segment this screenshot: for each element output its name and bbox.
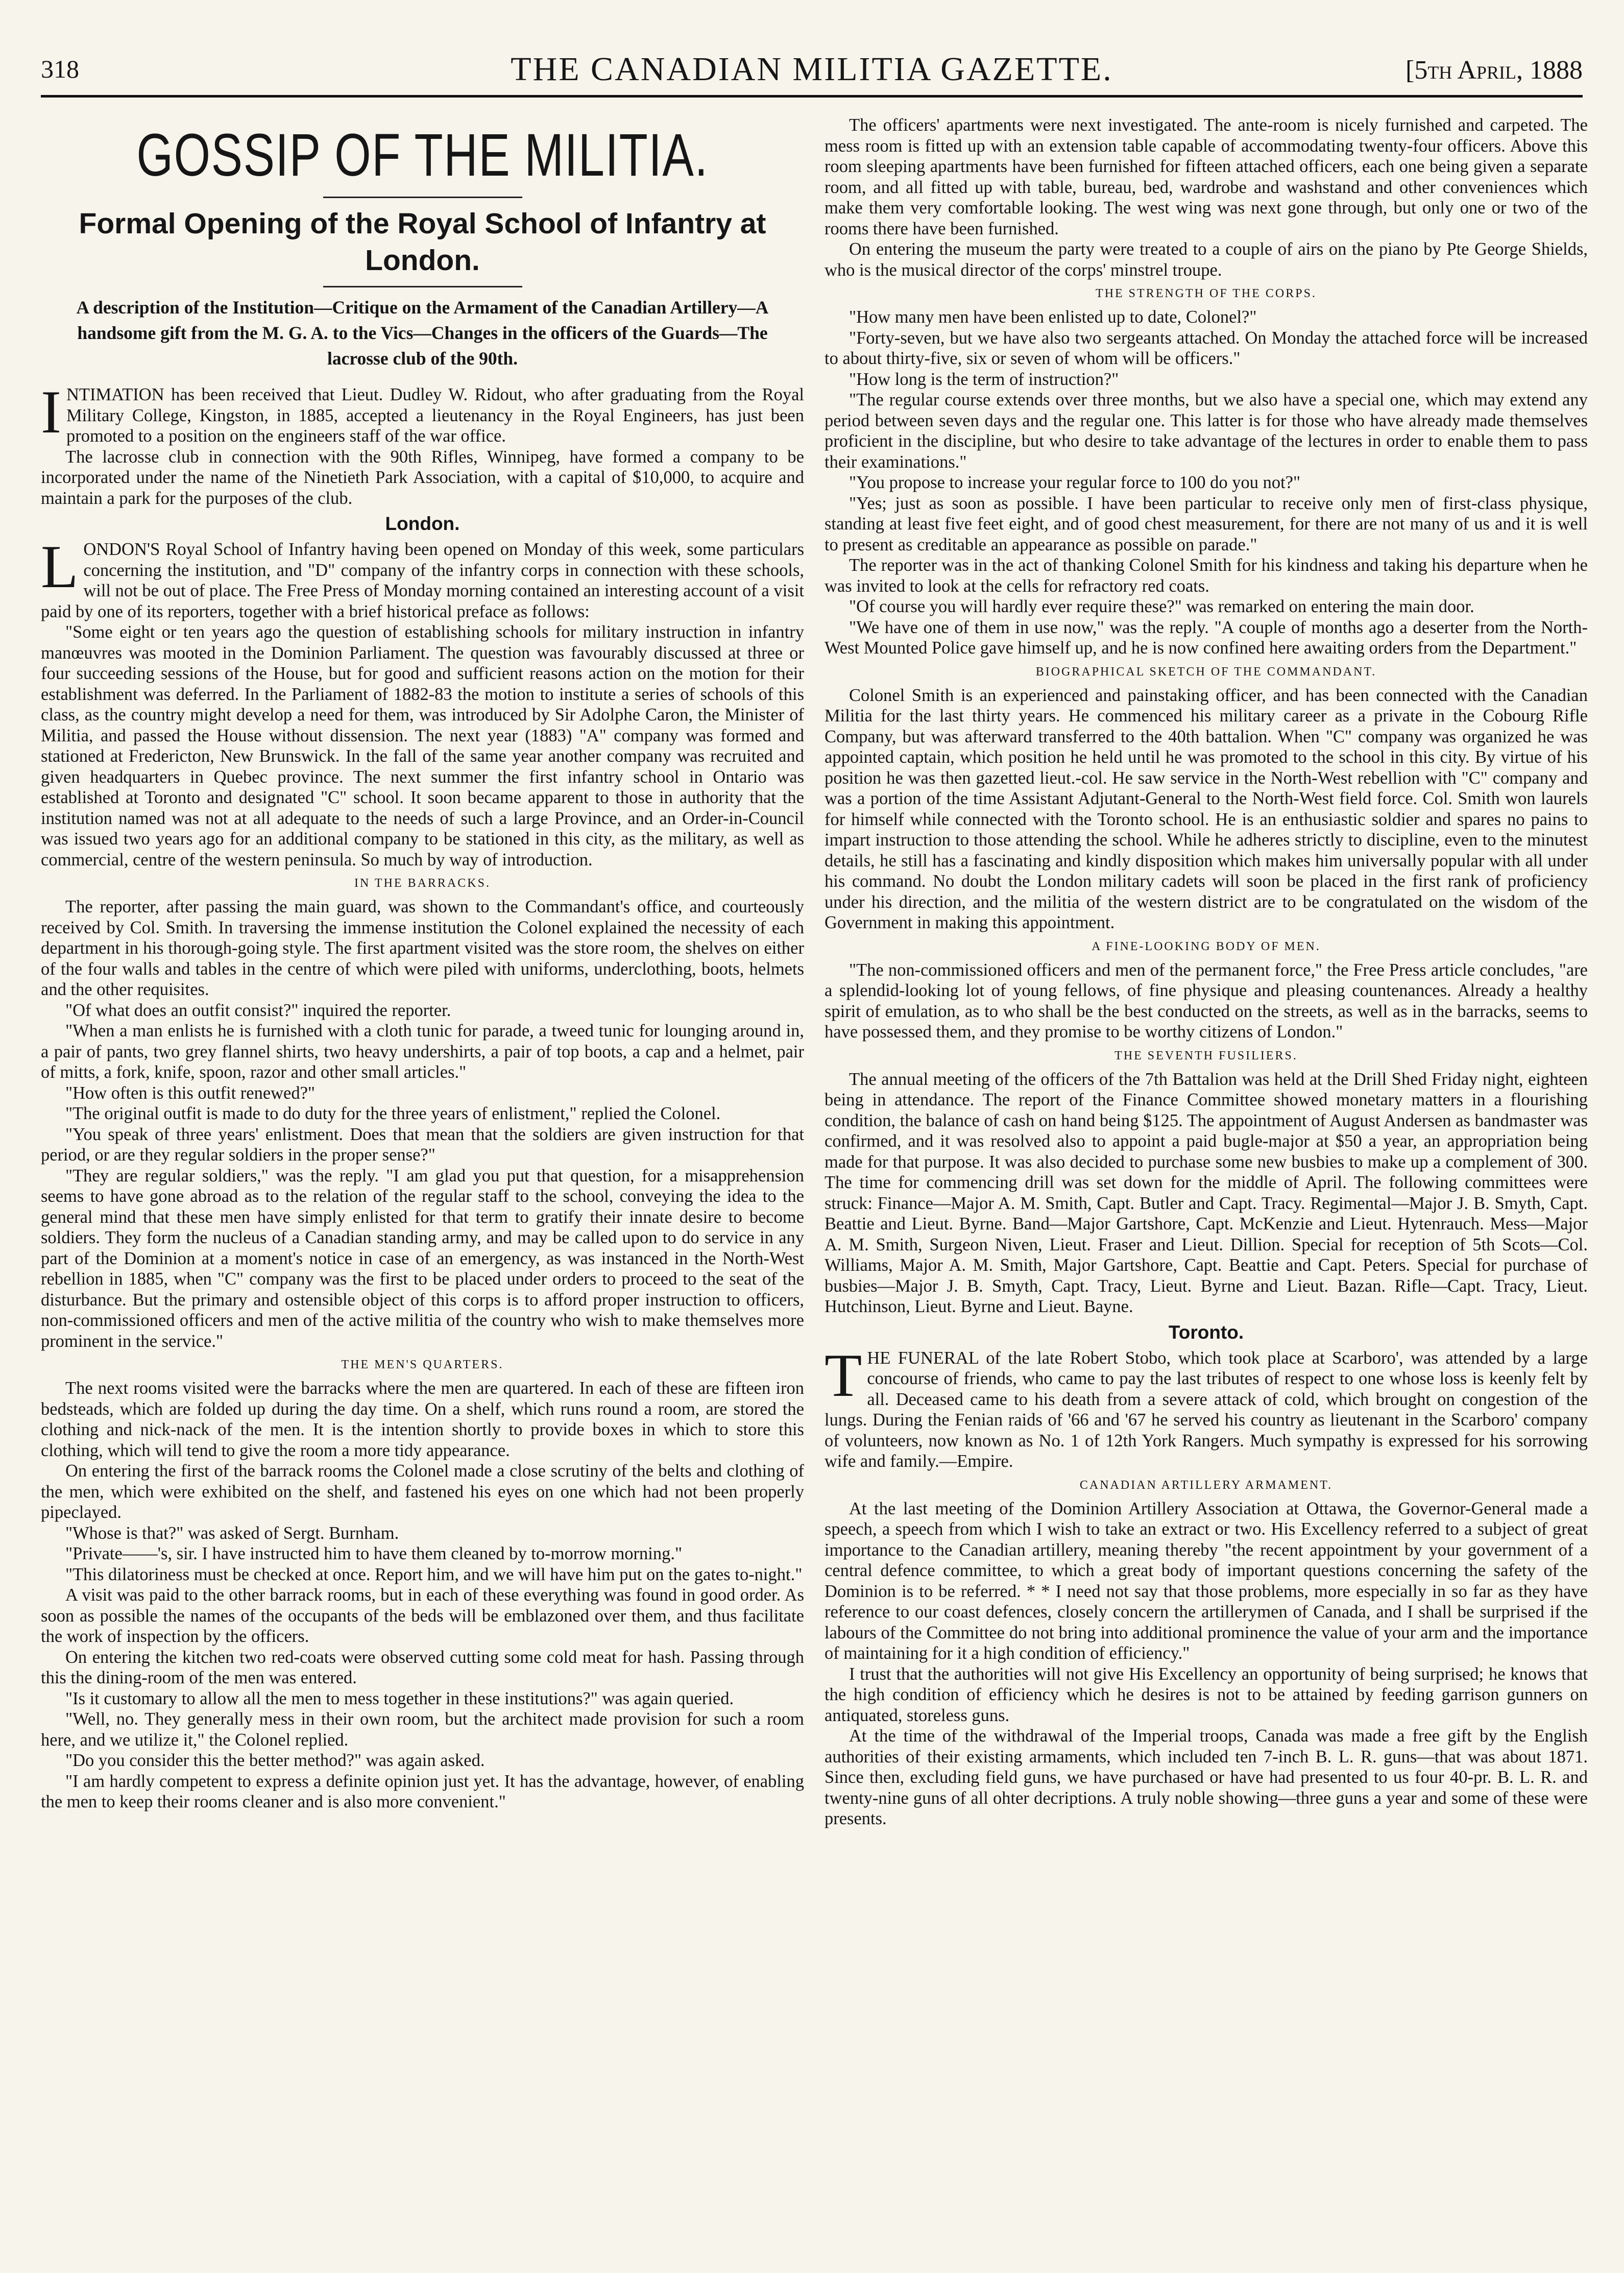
paragraph: "You speak of three years' enlistment. Does that mean that the soldiers are given instruction for that period, or are they regular soldiers in the proper sense?" [41, 1124, 804, 1165]
paragraph: "Well, no. They generally mess in their own room, but the architect made provision for such a room here, and we utilize it," the Colonel replied. [41, 1709, 804, 1750]
paragraph: Colonel Smith is an experienced and painstaking officer, and has been connected with the Canadian Militia for the last thirty years. He commenced his military career as a private in the Cobourg Rifle Company, but was afterward transferred to the 40th battalion. When "C" company was organized he was appointed captain, which position he held until he was promoted to the school in this city. By virtue of his position he was then gazetted lieut.-col. He saw service in the North-West rebellion with "C" company and was a portion of the time Assistant Adjutant-General to the North-West field force. Col. Smith won laurels for himself while connected with the Toronto school. He is an enthusiastic soldier and spares no pains to impart instruction to those attending the school. While he adheres strictly to discipline, even to the minutest details, he still has a fascinating and kindly disposition which makes him universally popular with all under his command. No doubt the London military cadets will soon be placed in the first rank of proficiency under his direction, and the militia of the western district are to be congratulated on the wisdom of the Government in making this appointment. [825, 685, 1588, 932]
paragraph: "How long is the term of instruction?" [849, 369, 1119, 389]
paragraph: "Yes; just as soon as possible. I have been particular to receive only men of first-class physique, standing at least five feet eight, and of good chest measurement, for there are not many of us and it is well to present as creditable an appearance as possible on parade." [825, 493, 1588, 554]
title-rule [323, 197, 522, 198]
paragraph: At the last meeting of the Dominion Artillery Association at Ottawa, the Governor-General made a speech, a speech from which I wish to take an extract or two. His Excellency referred to a subject of great importance to the Canadian artillery, meaning thereby "the recent appointment by your government of a central defence committee, to which a great body of important questions concerning the safety of the Dominion is to be referred. * * I need not say that those problems, more especially in so far as they have reference to our coast defences, closely concern the artillerymen of Canada, and I shall be surprised if the labours of the Committee do not bring into additional prominence the value of your arm and the importance of maintaining for it a high condition of efficiency." [825, 1498, 1588, 1663]
masthead-rule [41, 95, 1583, 98]
paragraph: "How often is this outfit renewed?" [65, 1083, 316, 1103]
paragraph: "Do you consider this the better method?" was again asked. [65, 1751, 485, 1770]
left-column [41, 115, 804, 2239]
paragraph: "The original outfit is made to do duty for the three years of enlistment," replied the Colonel. [65, 1104, 721, 1123]
paragraph: "When a man enlists he is furnished with a cloth tunic for parade, a tweed tunic for lounging around in, a pair of pants, two grey flannel shirts, two heavy undershirts, a pair of top boots, a cap and a helmet, pair of mitts, a fork, knife, spoon, razor and other small articles." [41, 1021, 804, 1082]
subheading: THE SEVENTH FUSILIERS. [1114, 1049, 1298, 1062]
masthead [41, 44, 1583, 93]
publication-title: THE CANADIAN MILITIA GAZETTE. [511, 51, 1113, 88]
paragraph: "We have one of them in use now," was the reply. "A couple of months ago a deserter from the North-West Mounted Police gave himself up, and he is now confined here awaiting orders from the Department." [825, 617, 1588, 658]
paragraph: "Forty-seven, but we have also two sergeants attached. On Monday the attached force will be increased to about thirty-five, six or seven of whom will be officers." [825, 328, 1588, 368]
paragraph: The reporter, after passing the main guard, was shown to the Commandant's office, and courteously received by Col. Smith. In traversing the immense institution the Colonel explained the necessity of each department in his thorough-going style. The first apartment visited was the store room, the shelves on either of the four walls and tables in the centre of which were piled with uniforms, underclothing, boots, helmets and the other requisites. [41, 897, 804, 999]
headline: Formal Opening of the Royal School of Infantry at London. [79, 207, 766, 277]
paragraph: "Whose is that?" was asked of Sergt. Burnham. [65, 1523, 399, 1543]
paragraph: "Of what does an outfit consist?" inquired the reporter. [65, 1000, 451, 1020]
paragraph: "You propose to increase your regular force to 100 do you not?" [849, 473, 1301, 492]
page-number: 318 [41, 55, 79, 83]
subheading: BIOGRAPHICAL SKETCH OF THE COMMANDANT. [1035, 665, 1377, 679]
subheading: THE STRENGTH OF THE CORPS. [1096, 287, 1317, 300]
paragraph: On entering the museum the party were treated to a couple of airs on the piano by Pte George Shields, who is the musical director of the corps' minstrel troupe. [825, 239, 1588, 280]
section-heading-london: London. [385, 513, 460, 534]
article-dek: A description of the Institution—Critique on the Armament of the Canadian Artillery—A handsome gift from the M. G. A. to the Vics—Changes in the officers of the Guards—The lacrosse club of the 90th. [76, 297, 769, 369]
subheading: THE MEN'S QUARTERS. [341, 1358, 504, 1371]
paragraph: The annual meeting of the officers of the 7th Battalion was held at the Drill Shed Friday night, eighteen being in attendance. The report of the Finance Committee showed monetary matters in a flourishing condition, the balance of cash on hand being $125. The appointment of August Andersen as bandmaster was confirmed, and it was resolved also to appoint a paid bugle-major at $50 a year, an appropriation being made for that purpose. It was also decided to purchase some new busbies to make up a complement of 300. The time for commencing drill was set down for the middle of April. The following committees were struck: Finance—Major A. M. Smith, Capt. Butler and Capt. Tracy. Regimental—Major J. B. Smyth, Capt. Beattie and Lieut. Byrne. Band—Major Gartshore, Capt. McKenzie and Lieut. Hytenrauch. Mess—Major A. M. Smith, Surgeon Niven, Lieut. Fraser and Lieut. Dillion. Special for reception of 5th Scots—Col. Williams, Major A. M. Smith, Major Gartshore, Capt. Beattie and Capt. Peters. Special for purchase of busbies—Major J. B. Smyth, Capt. Tracy, Lieut. Byrne and Lieut. Bazan. Rifle—Capt. Tracy, Lieut. Hutchinson, Lieut. Byrne and Lieut. Bayne. [825, 1069, 1588, 1316]
paragraph: THE FUNERAL of the late Robert Stobo, which took place at Scarboro', was attended by a large concourse of friends, who came to pay the last tributes of respect to one whose loss is keenly felt by all. Deceased came to his death from a severe attack of cold, which brought on congestion of the lungs. During the Fenian raids of '66 and '67 he served his country as lieutenant in the Scarboro' company of volunteers, now known as No. 1 of 12th York Rangers. Much sympathy is expressed for his sorrowing wife and family.—Empire. [825, 1341, 1588, 1471]
section-heading-toronto: Toronto. [1168, 1321, 1244, 1343]
paragraph: On entering the first of the barrack rooms the Colonel made a close scrutiny of the belts and clothing of the men, which were exhibited on the shelf, and fastened his eyes on one which had not been properly pipeclayed. [41, 1461, 804, 1522]
paragraph: "This dilatoriness must be checked at once. Report him, and we will have him put on the gates to-night." [65, 1564, 803, 1584]
paragraph: The next rooms visited were the barracks where the men are quartered. In each of these are fifteen iron bedsteads, which are folded up during the day time. On a shelf, which runs round a room, are stored the clothing and nick-nack of the men. It is the intention shortly to provide boxes in which to store this clothing, which will tend to give the room a more tidy appearance. [41, 1379, 804, 1460]
right-column [825, 115, 1588, 2239]
issue-date: [5th April, 1888 [1405, 56, 1583, 85]
paragraph: A visit was paid to the other barrack rooms, but in each of these everything was found in good order. As soon as possible the names of the occupants of the beds will be emblazoned over them, and thus facilitate the work of inspection by the officers. [41, 1585, 804, 1646]
paragraph: INTIMATION has been received that Lieut. Dudley W. Ridout, who after graduating from the Royal Military College, Kingston, in 1885, accepted a lieutenancy in the Royal Engineers, has just been promoted to a position on the engineers staff of the war office. [41, 378, 804, 446]
paragraph: "Some eight or ten years ago the question of establishing schools for military instruction in infantry manœuvres was mooted in the Dominion Parliament. The question was favourably discussed at three or four succeeding sessions of the House, but for good and sufficient reasons action on the motion for their establishment was deferred. In the Parliament of 1882-83 the motion to institute a series of schools of this class, as the country might develop a need for them, was introduced by Sir Adolphe Caron, the Minister of Militia, and passed the House without dissension. The next year (1883) "A" company was formed and stationed at Fredericton, New Brunswick. In the fall of the same year another company was recruited and given headquarters in Quebec province. The next summer the first infantry school in Ontario was established at Toronto and designated "C" school. It soon became apparent to those in authority that the institution named was not at all adequate to the needs of such a large Province, and an Order-in-Council was issued two years ago for an additional company to be stationed in this city, as the military, as well as commercial, centre of the western peninsula. So much by way of introduction. [41, 622, 804, 869]
subheading: A FINE-LOOKING BODY OF MEN. [1092, 939, 1321, 953]
paragraph: "The non-commissioned officers and men of the permanent force," the Free Press article concludes, "are a splendid-looking lot of young fellows, of fine physique and pleasing countenances. Already a healthy spirit of emulation, as to who shall be the best conducted on the streets, as well as in the barracks, seems to have possessed them, and they promise to be worthy citizens of London." [825, 960, 1588, 1042]
paragraph: The reporter was in the act of thanking Colonel Smith for his kindness and taking his departure when he was invited to look at the cells for refractory red coats. [825, 555, 1588, 596]
headline-rule [323, 286, 522, 287]
paragraph: The officers' apartments were next investigated. The ante-room is nicely furnished and carpeted. The mess room is fitted up with an extension table capable of accommodating twenty-four officers. Above this room sleeping apartments have been furnished for fifteen attached officers, each one being given a separate room, and all fitted up with table, bureau, bed, wardrobe and washstand and other conveniences which make them very comfortable looking. The west wing was next gone through, but only one or two of the rooms there have been furnished. [825, 115, 1588, 238]
paragraph: On entering the kitchen two red-coats were observed cutting some cold meat for hash. Passing through this the dining-room of the men was entered. [41, 1647, 804, 1687]
drop-cap: I [41, 378, 61, 446]
paragraph: "Private——'s, sir. I have instructed him to have them cleaned by to-morrow morning." [65, 1544, 683, 1563]
subheading: IN THE BARRACKS. [354, 877, 491, 890]
paragraph: "How many men have been enlisted up to date, Colonel?" [849, 307, 1257, 327]
paragraph: The lacrosse club in connection with the 90th Rifles, Winnipeg, have formed a company to be incorporated under the name of the Ninetieth Park Association, with a capital of $10,000, to acquire and maintain a park for the purposes of the club. [41, 447, 804, 508]
paragraph: "Is it customary to allow all the men to mess together in these institutions?" was again queried. [65, 1688, 734, 1708]
paragraph: "The regular course extends over three months, but we also have a special one, which may extend any period between seven days and the regular one. This latter is for those who have already made themselves proficient in the discipline, but who desire to take advantage of the lectures in order to enable them to pass their examinations." [825, 390, 1588, 472]
paragraph: "I am hardly competent to express a definite opinion just yet. It has the advantage, however, of enabling the men to keep their rooms cleaner and is also more convenient." [41, 1771, 804, 1811]
drop-cap: L [41, 533, 79, 600]
main-title: GOSSIP OF THE MILITIA. [136, 122, 709, 189]
paragraph: LONDON'S Royal School of Infantry having been opened on Monday of this week, some particulars concerning the institution, and "D" company of the infantry corps in connection with these schools, will not be out of place. The Free Press of Monday morning contained an interesting account of a visit paid by one of its reporters, together with a brief historical preface as follows: [41, 533, 804, 621]
paragraph: "They are regular soldiers," was the reply. "I am glad you put that question, for a misapprehension seems to have gone abroad as to the relation of the regular staff to the school, conveying the idea to the general mind that these men have simply enlisted for that term to gratify their innate desire to become soldiers. They form the nucleus of a Canadian standing army, and may be called upon to do service in any part of the Dominion at a moment's notice in case of an emergency, as was instanced in the North-West rebellion in 1885, when "C" company was the first to be placed under orders to proceed to the seat of the disturbance. But the primary and ostensible object of this corps is to afford proper instruction to officers, non-commissioned officers and men of the active militia of the country who wish to make themselves more prominent in the service." [41, 1166, 804, 1351]
subheading: CANADIAN ARTILLERY ARMAMENT. [1079, 1478, 1333, 1492]
drop-cap: T [825, 1341, 862, 1409]
paragraph: I trust that the authorities will not give His Excellency an opportunity of being surprised; he knows that the high condition of efficiency which he desires is not to be attained by feeding garrison gunners on antiquated, storeless guns. [825, 1664, 1588, 1725]
paragraph: "Of course you will hardly ever require these?" was remarked on entering the main door. [849, 597, 1474, 616]
paragraph: At the time of the withdrawal of the Imperial troops, Canada was made a free gift by the English authorities of their existing armaments, which included ten 7-inch B. L. R. guns—that was about 1871. Since then, excluding field guns, we have purchased or have had presented to us four 40-pr. B. L. R. and twenty-nine guns of all ohter decriptions. A truly noble showing—three guns a year and some of these were presents. [825, 1726, 1588, 1828]
